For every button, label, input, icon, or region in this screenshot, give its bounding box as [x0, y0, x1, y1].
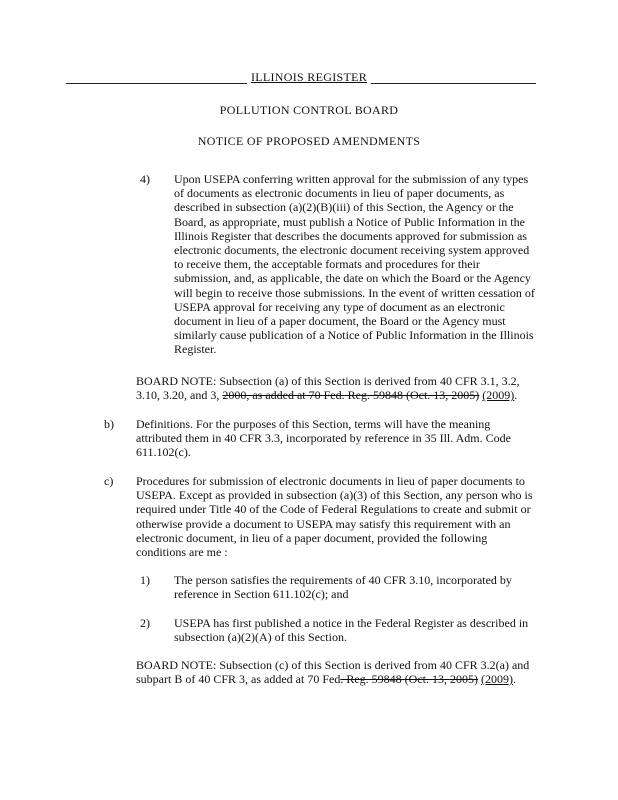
- sub-1-text: The person satisfies the requirements of 40 CFR 3.10, incorporated by reference in Section 611.102(c); and: [174, 573, 512, 602]
- item-b-label: b): [104, 417, 114, 431]
- sub-2-text: USEPA has first published a notice in the Federal Register as described in subsection (a)(2)(A) of this Section.: [174, 616, 529, 645]
- item-4-label: 4): [140, 172, 150, 186]
- inserted-year-c: (2009): [480, 672, 513, 687]
- item-c-text: Procedures for submission of electronic documents in lieu of paper documents to USEPA. Except as provided in subsection (a)(3) of this Section, any person who is required under Title 40 of the Code of Federal Regulations to create and submit or otherwise provide a document to USEPA may satisfy this requirement with an electronic document, in lieu of a paper document, provided the following conditions are me :: [136, 474, 533, 560]
- item-4-text: Upon USEPA conferring written approval for the submission of any types of documents as electronic documents in lieu of paper documents, as described in subsection (a)(2)(B)(iii) of this Section, the Agency or the Board, as appropriate, must publish a Notice of Public Information in the Illinois Register that describes the documents approved for submission as electronic documents, the electronic document receiving system approved to receive them, the acceptable formats and procedures for their submission, and, as applicable, the date on which the Board or the Agency will begin to receive those submissions. In the event of written cessation of USEPA approval for receiving any type of document as an electronic document in lieu of a paper document, the Board or the Agency must similarly cause publication of a Notice of Public Information in the Illinois Register.: [174, 172, 535, 357]
- notice-title: NOTICE OF PROPOSED AMENDMENTS: [197, 134, 421, 148]
- struck-citation: 2000, as added at 70 Fed. Reg. 59848 (Oct. 13, 2005): [222, 388, 480, 403]
- struck-citation-c: . Reg. 59848 (Oct. 13, 2005): [340, 672, 478, 687]
- board-note-c: BOARD NOTE: Subsection (c) of this Section is derived from 40 CFR 3.2(a) and subpart B of 40 CFR 3, as added at 70 Fed. Reg. 59848 (Oct. 13, 2005) (2009).: [136, 658, 530, 687]
- board-note-a: BOARD NOTE: Subsection (a) of this Section is derived from 40 CFR 3.1, 3.2, 3.10, 3.20, and 3, 2000, as added at 70 Fed. Reg. 59848 (Oct. 13, 2005) (2009).: [136, 374, 520, 403]
- item-b-text: Definitions. For the purposes of this Section, terms will have the meaning attributed them in 40 CFR 3.3, incorporated by reference in 35 Ill. Adm. Code 611.102(c).: [136, 417, 511, 460]
- sub-2-label: 2): [140, 616, 150, 630]
- board-title: POLLUTION CONTROL BOARD: [219, 103, 399, 117]
- sub-1-label: 1): [140, 573, 150, 587]
- item-c-label: c): [104, 474, 114, 488]
- register-title: ILLINOIS REGISTER: [0, 70, 618, 85]
- inserted-year: (2009): [482, 388, 515, 403]
